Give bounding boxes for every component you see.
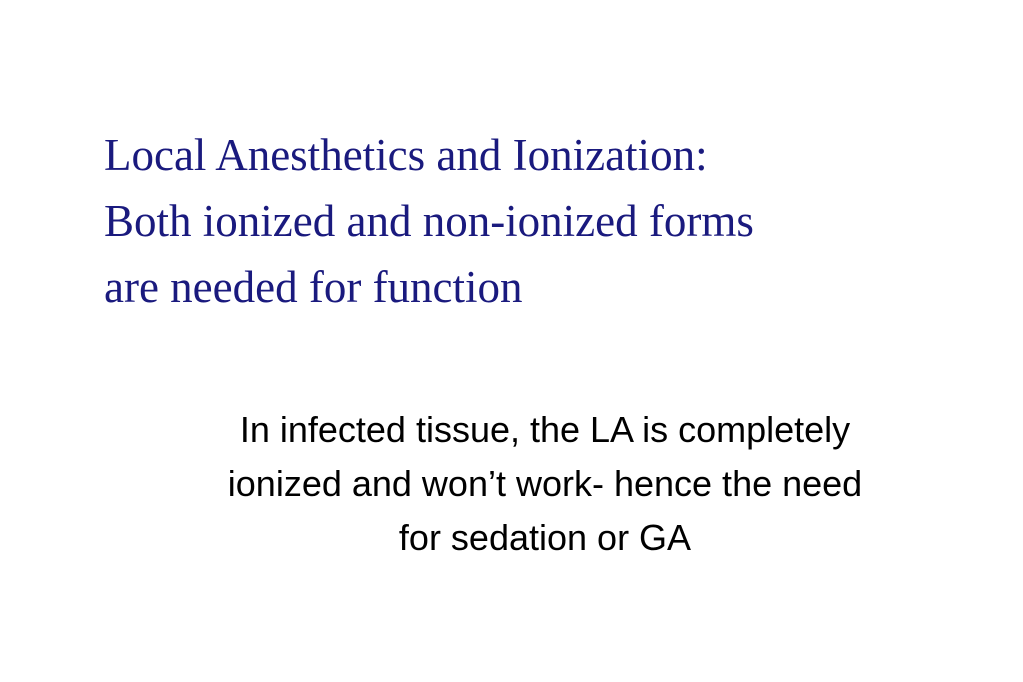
- slide-body-text: [120, 403, 970, 565]
- slide-title: [104, 122, 964, 320]
- body-line: for sedation or GA: [398, 517, 692, 558]
- body-line: In infected tissue, the LA is completely: [239, 409, 851, 450]
- title-line: are needed for function: [104, 262, 523, 312]
- title-line: Local Anesthetics and Ionization:: [104, 130, 708, 180]
- title-line: Both ionized and non-ionized forms: [104, 196, 754, 246]
- body-line: ionized and won’t work- hence the need: [227, 463, 863, 504]
